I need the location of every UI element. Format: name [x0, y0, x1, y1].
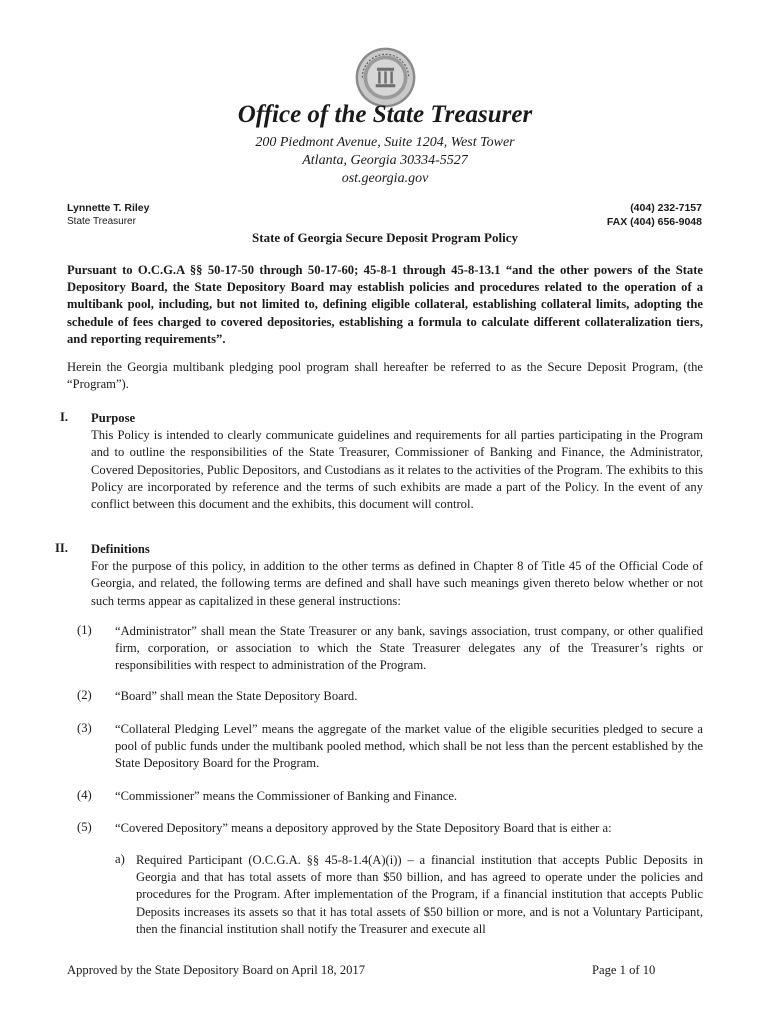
website: ost.georgia.gov — [341, 171, 429, 186]
subitem-letter: a) — [115, 852, 125, 866]
definition-commissioner: “Commissioner” means the Commissioner of Banking and Finance. — [115, 789, 458, 803]
address-line-2: Atlanta, Georgia 30334-5527 — [302, 153, 468, 168]
preamble-paragraph: Pursuant to O.C.G.A §§ 50-17-50 through 50-17-60; 45-8-1 through 45-8-13.1 “and the other powers of the State Depository Board, the State Depository Board may establish policies and procedures related to the operation of a multibank pool, including, but not limited to, defining eligible collateral, establishing collateral limits, adopting the schedule of fees charged to covered depositories, establishing a formula to calculate different collateralization tiers, and reporting requirements”. — [67, 263, 703, 346]
footer-approval: Approved by the State Depository Board on April 18, 2017 — [67, 963, 366, 977]
definition-administrator: “Administrator” shall mean the State Treasurer or any bank, savings association, trust company, or other qualified firm, corporation, or association to which the State Treasurer delegates any of the Treasurer’s rights or responsibilities with respect to administration of the Program. — [115, 624, 703, 673]
section-body-purpose: This Policy is intended to clearly communicate guidelines and requirements for all parties participating in the Program and to outline the responsibilities of the State Treasurer, Commissioner of Banking and Finance, the Administrator, Covered Depositories, Public Depositors, and Custodians as it relates to the activities of the Program. The exhibits to this Policy are incorporated by reference and the terms of such exhibits are made a part of the Policy. In the event of any conflict between this document and the exhibits, this document will control. — [91, 428, 703, 512]
intro-paragraph: Herein the Georgia multibank pledging pool program shall hereafter be referred to as the Secure Deposit Program, (the “Program”). — [67, 360, 703, 392]
section-definitions — [91, 541, 703, 610]
treasurer-role: State Treasurer — [67, 216, 136, 227]
definition-number: (3) — [77, 721, 92, 735]
definition-number: (5) — [77, 820, 92, 834]
section-heading-definitions: Definitions — [91, 542, 150, 556]
section-purpose — [91, 410, 703, 513]
section-numeral-purpose: I. — [60, 410, 69, 424]
fax-number: FAX (404) 656-9048 — [606, 216, 702, 228]
section-numeral-definitions: II. — [55, 541, 68, 555]
address-line-1: 200 Piedmont Avenue, Suite 1204, West Tower — [255, 135, 515, 150]
section-body-definitions: For the purpose of this policy, in addition to the other terms as defined in Chapter 8 of Title 45 of the Official Code of Georgia, and related, the following terms are defined and shall have such meanings given thereto below whether or not such terms appear as capitalized in these general instructions: — [91, 559, 703, 608]
footer-page-number: Page 1 of 10 — [592, 963, 656, 977]
definition-board: “Board” shall mean the State Depository Board. — [115, 689, 358, 703]
phone-number: (404) 232-7157 — [630, 202, 702, 214]
subitem-required-participant: Required Participant (O.C.G.A. §§ 45-8-1.4(A)(i)) – a financial institution that accepts Public Deposits in Georgia and that has total assets of more than $50 billion, and has agreed to operate under the policies and procedures for the Program. After implementation of the Program, if a financial institution that accepts Public Deposits increases its assets so that it has total assets of $50 billion or more, and is not a Voluntary Participant, then the financial institution shall notify the Treasurer and execute all — [136, 853, 703, 936]
section-heading-purpose: Purpose — [91, 411, 136, 425]
definition-number: (4) — [77, 788, 92, 802]
policy-title: State of Georgia Secure Deposit Program Policy — [252, 230, 518, 245]
definition-number: (2) — [77, 688, 92, 702]
definition-number: (1) — [77, 623, 92, 637]
definition-collateral-pledging-level: “Collateral Pledging Level” means the aggregate of the market value of the eligible securities pledged to secure a pool of public funds under the multibank pooled method, which shall be not less than the percent established by the State Depository Board for the Program. — [115, 722, 703, 771]
office-title: Office of the State Treasurer — [237, 101, 533, 128]
state-treasurer-seal — [355, 47, 416, 108]
treasurer-name: Lynnette T. Riley — [67, 202, 150, 214]
definition-covered-depository: “Covered Depository” means a depository approved by the State Depository Board that is either a: — [115, 821, 612, 835]
